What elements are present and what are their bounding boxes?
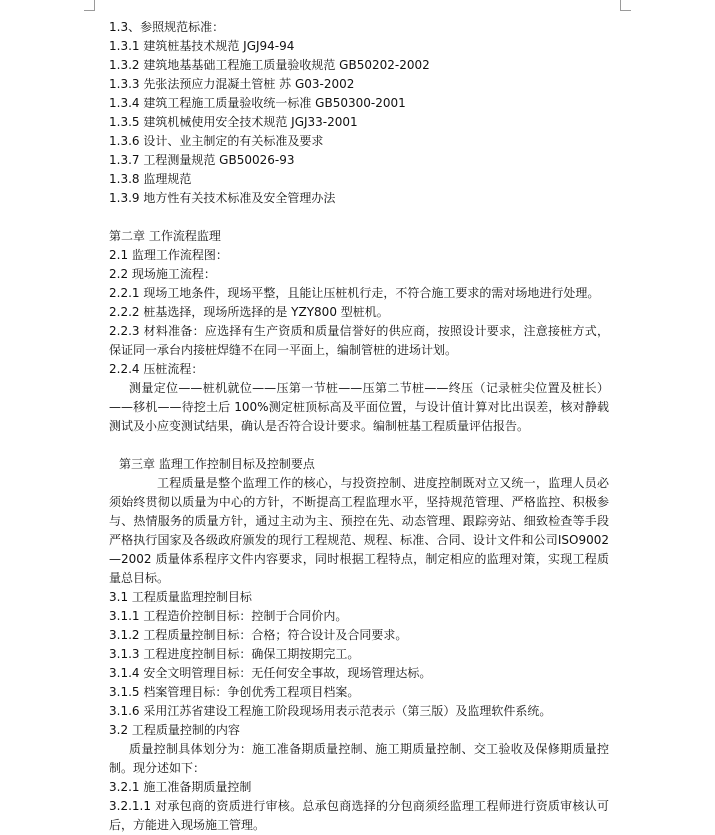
document-body [109,18,609,835]
section-line: 2.1 监理工作流程图： [109,248,228,262]
list-item: 1.3.3 先张法预应力混凝土管桩 苏 G03-2002 [109,77,355,91]
list-item: 1.3.2 建筑地基基础工程施工质量验收规范 GB50202-2002 [109,58,430,72]
list-item: 3.1.6 采用江苏省建设工程施工阶段现场用表示范表示（第三版）及监理软件系统。 [109,704,552,718]
corner-mark-top-left [84,0,95,11]
blank-line [109,436,609,455]
blank-line [109,208,609,227]
list-item: 1.3.1 建筑桩基技术规范 JGJ94-94 [109,39,295,53]
list-item: 3.1.2 工程质量控制目标：合格；符合设计及合同要求。 [109,628,408,642]
list-item: 3.1.1 工程造价控制目标：控制于合同价内。 [109,609,348,623]
list-item: 1.3.9 地方性有关技术标准及安全管理办法 [109,191,336,205]
paragraph: 质量控制具体划分为：施工准备期质量控制、施工期质量控制、交工验收及保修期质量控制。现分述如下： [109,742,609,775]
paragraph: 3.2.1.1 对承包商的资质进行审核。总承包商选择的分包商须经监理工程师进行资质审核认可后，方能进入现场施工管理。 [109,799,609,832]
list-item: 1.3.7 工程测量规范 GB50026-93 [109,153,295,167]
list-item: 1.3.6 设计、业主制定的有关标准及要求 [109,134,324,148]
list-item: 3.1.5 档案管理目标：争创优秀工程项目档案。 [109,685,360,699]
list-item: 1.3.5 建筑机械使用安全技术规范 JGJ33-2001 [109,115,358,129]
chapter-title: 第二章 工作流程监理 [109,229,221,243]
list-item: 3.1.3 工程进度控制目标：确保工期按期完工。 [109,647,360,661]
section-heading: 1.3、参照规范标准： [109,20,225,34]
section-heading: 3.1 工程质量监理控制目标 [109,590,252,604]
list-item: 1.3.8 监理规范 [109,172,192,186]
list-item: 1.3.4 建筑工程施工质量验收统一标准 GB50300-2001 [109,96,406,110]
chapter-title: 第三章 监理工作控制目标及控制要点 [119,457,315,471]
section-heading: 3.2.1 施工准备期质量控制 [109,780,252,794]
section-heading: 3.2 工程质量控制的内容 [109,723,240,737]
paragraph: 2.2.3 材料准备：应选择有生产资质和质量信誉好的供应商，按照设计要求，注意接桩方式，保证同一承台内接桩焊缝不在同一平面上，编制管桩的进场计划。 [109,324,609,357]
section-line: 2.2.1 现场工地条件，现场平整，且能让压桩机行走，不符合施工要求的需对场地进行处理。 [109,286,600,300]
process-flow-paragraph: 测量定位——桩机就位——压第一节桩——压第二节桩——终压（记录桩尖位置及桩长）——移机——待挖土后 100%测定桩顶标高及平面位置，与设计值计算对比出误差，核对静载测试及小应变测试结果，确认是否符合设计要求。编制桩基工程质量评估报告。 [109,381,609,433]
corner-mark-top-right [620,0,631,11]
paragraph: 工程质量是整个监理工作的核心，与投资控制、进度控制既对立又统一，监理人员必须始终贯彻以质量为中心的方针，不断提高工程监理水平，坚持规范管理、严格监控、积极参与、热情服务的质量方针，通过主动为主、预控在先、动态管理、跟踪旁站、细致检查等手段严格执行国家及各级政府颁发的现行工程规范、规程、标准、合同、设计文件和公司ISO9002—2002 质量体系程序文件内容要求，同时根据工程特点，制定相应的监理对策，实现工程质量总目标。 [109,476,609,585]
section-line: 2.2.4 压桩流程： [109,362,204,376]
section-line: 2.2 现场施工流程： [109,267,216,281]
section-line: 2.2.2 桩基选择，现场所选择的是 YZY800 型桩机。 [109,305,389,319]
list-item: 3.1.4 安全文明管理目标：无任何安全事故，现场管理达标。 [109,666,432,680]
